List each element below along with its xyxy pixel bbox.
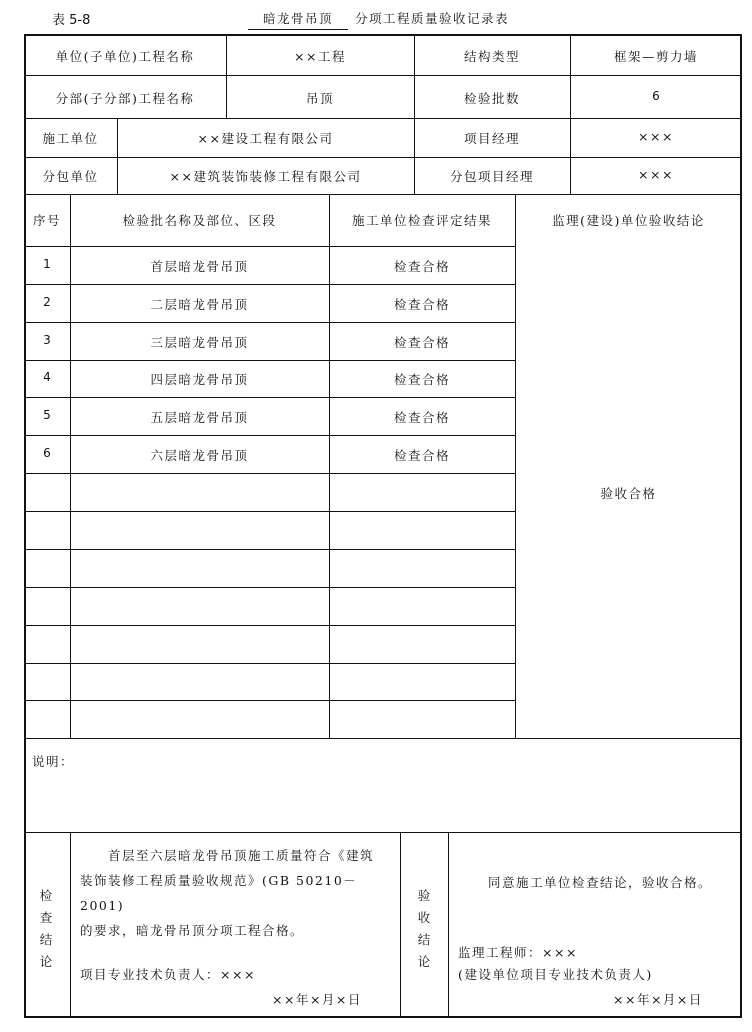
project-manager-value: ××× [638, 129, 674, 144]
check-signer: 项目专业技术负责人：××× [80, 967, 256, 982]
contractor-value: ××建设工程有限公司 [197, 131, 334, 146]
check-text-line-2: 装饰装修工程质量验收规范》(GB 50210－2001) [80, 873, 358, 913]
col-header-name: 检验批名称及部位、区段 [122, 213, 277, 228]
row-6-name: 六层暗龙骨吊顶 [150, 448, 249, 463]
col-header-conclusion: 监理(建设)单位验收结论 [552, 213, 705, 228]
form-title: 分项工程质量验收记录表 [355, 11, 510, 26]
check-text-line-3: 的要求，暗龙骨吊顶分项工程合格。 [80, 923, 305, 938]
unit-project-value: ××工程 [294, 49, 346, 64]
row-4-name: 四层暗龙骨吊顶 [150, 372, 249, 387]
subcontractor-value: ××建筑装饰装修工程有限公司 [169, 169, 362, 184]
row-3-no: 3 [43, 333, 51, 347]
notes-label: 说明： [32, 754, 75, 769]
check-conclusion-text [80, 843, 398, 943]
row-4-no: 4 [43, 370, 51, 384]
row-1-result: 检查合格 [393, 259, 450, 274]
table-number: 表 5-8 [52, 13, 91, 28]
batch-count-value: 6 [652, 89, 660, 103]
row-1-name: 首层暗龙骨吊顶 [150, 259, 249, 274]
check-date: ××年×月×日 [272, 992, 362, 1007]
check-conclusion-label: 检查结论 [39, 888, 53, 969]
accept-signer: 监理工程师：××× [458, 945, 578, 960]
row-2-no: 2 [43, 295, 51, 309]
row-5-no: 5 [43, 408, 51, 422]
accept-conclusion-text: 同意施工单位检查结论，验收合格。 [488, 875, 713, 890]
row-2-name: 二层暗龙骨吊顶 [150, 297, 249, 312]
row-2-result: 检查合格 [393, 297, 450, 312]
batch-count-label: 检验批数 [463, 91, 520, 106]
unit-project-label: 单位(子单位)工程名称 [55, 49, 195, 64]
division-label: 分部(子分部)工程名称 [55, 91, 195, 106]
row-6-result: 检查合格 [393, 448, 450, 463]
sub-manager-label: 分包项目经理 [449, 169, 534, 184]
row-3-result: 检查合格 [393, 335, 450, 350]
subcontractor-label: 分包单位 [42, 169, 99, 184]
sub-manager-value: ××× [638, 167, 674, 182]
structure-type-label: 结构类型 [463, 49, 520, 64]
row-5-result: 检查合格 [393, 410, 450, 425]
project-manager-label: 项目经理 [463, 131, 520, 146]
check-text-line-1: 首层至六层暗龙骨吊顶施工质量符合《建筑 [108, 848, 375, 863]
contractor-label: 施工单位 [42, 131, 99, 146]
row-5-name: 五层暗龙骨吊顶 [150, 410, 249, 425]
structure-type-value: 框架—剪力墙 [613, 49, 698, 64]
acceptance-conclusion: 验收合格 [600, 486, 657, 501]
col-header-result: 施工单位检查评定结果 [351, 213, 492, 228]
row-3-name: 三层暗龙骨吊顶 [150, 335, 249, 350]
accept-signer-note: (建设单位项目专业技术负责人) [458, 967, 653, 982]
subject-title: 暗龙骨吊顶 [248, 9, 348, 30]
accept-conclusion-label: 验收结论 [417, 888, 431, 969]
accept-date: ××年×月×日 [613, 992, 703, 1007]
col-header-no: 序号 [32, 213, 61, 228]
division-value: 吊顶 [305, 91, 334, 106]
row-4-result: 检查合格 [393, 372, 450, 387]
row-1-no: 1 [43, 257, 51, 271]
row-6-no: 6 [43, 446, 51, 460]
